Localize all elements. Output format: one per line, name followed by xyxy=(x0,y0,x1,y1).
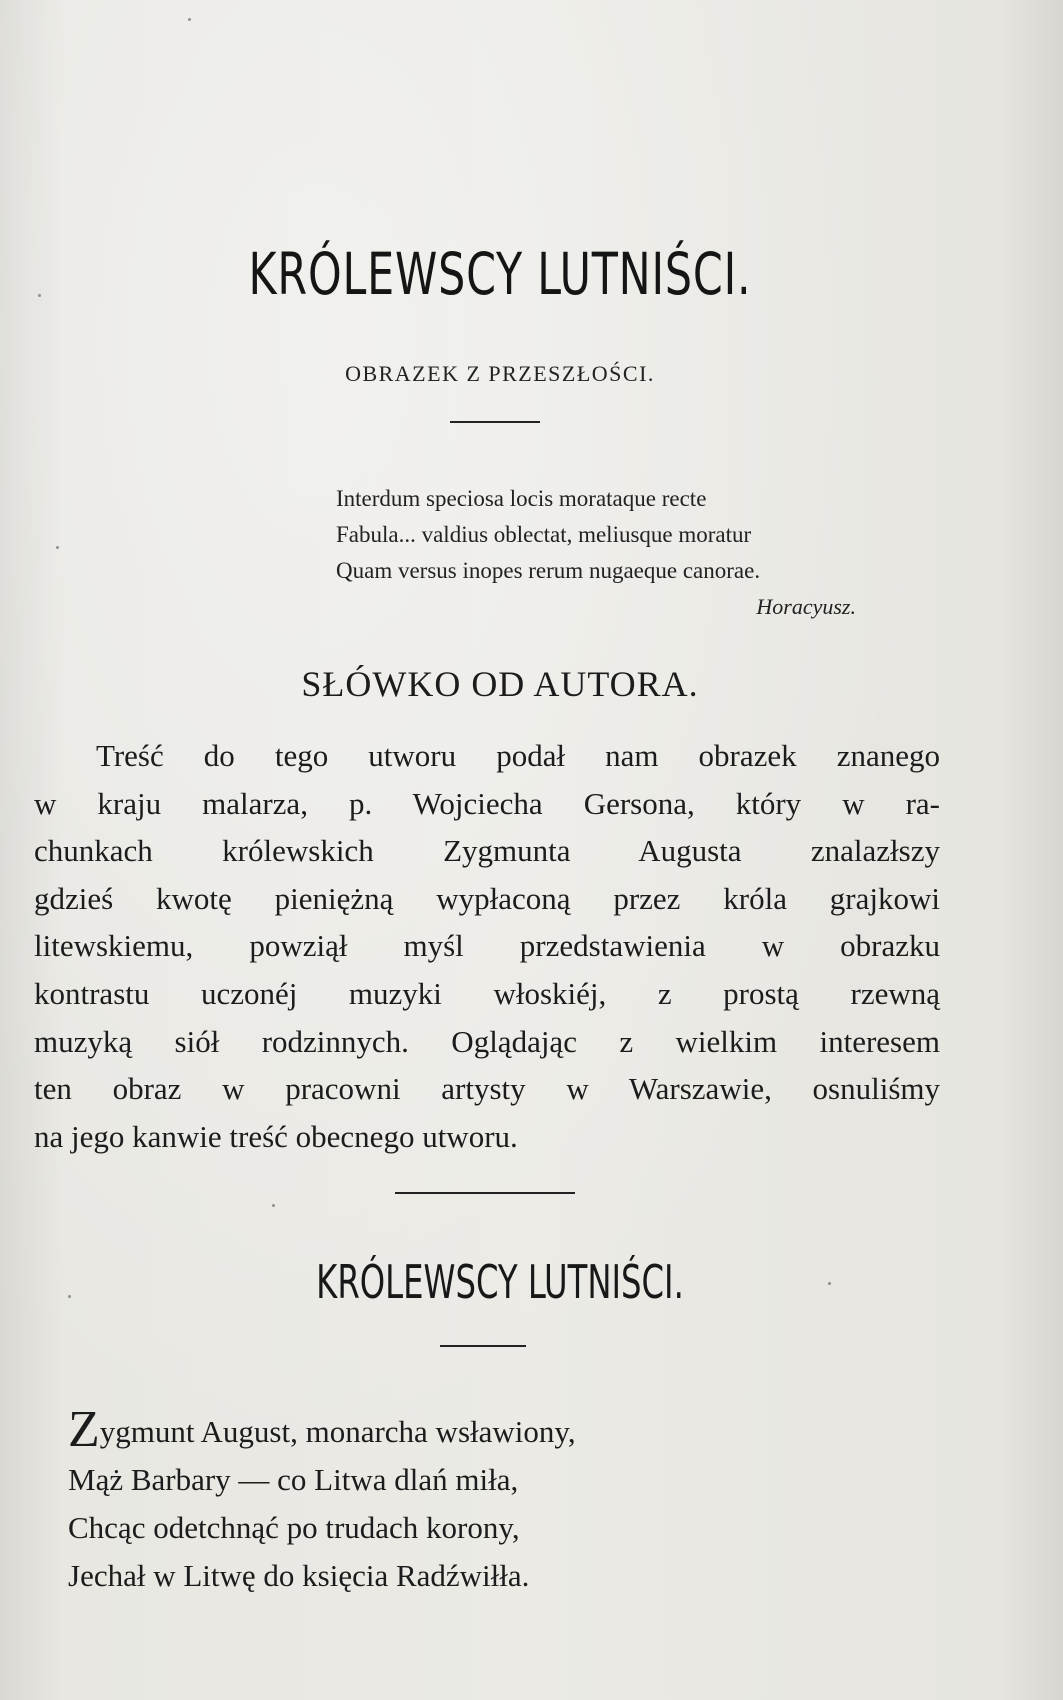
epigraph-author: Horacyusz. xyxy=(756,594,856,619)
paper-speck xyxy=(68,1295,71,1298)
drop-cap: Z xyxy=(68,1401,100,1458)
preface-line: Treść do tego utworu podał nam obrazek znanego xyxy=(96,738,940,773)
preface-line: na jego kanwie treść obecnego utworu. xyxy=(34,1118,518,1154)
poem-line xyxy=(68,1401,948,1458)
poem-title: KRÓLEWSCY LUTNIŚCI. xyxy=(316,1255,684,1309)
poem-line: Jechał w Litwę do księcia Radźwiłła. xyxy=(68,1558,530,1593)
preface-line: muzyką siół rodzinnych. Oglądając z wielkim interesem xyxy=(34,1023,940,1059)
preface-line: kontrastu uczonéj muzyki włoskiéj, z prostą rzewną xyxy=(34,975,940,1011)
divider-rule xyxy=(450,421,540,423)
divider-rule xyxy=(395,1192,575,1194)
paper-speck xyxy=(38,294,41,297)
preface-heading: SŁÓWKO OD AUTORA. xyxy=(301,664,699,704)
epigraph xyxy=(336,481,936,625)
preface-line: litewskiemu, powziął myśl przedstawienia w obrazku xyxy=(34,928,940,964)
paper-speck xyxy=(272,1204,275,1207)
poem-line-text: ygmunt August, monarcha wsławiony, xyxy=(99,1414,576,1449)
paper-speck xyxy=(828,1282,831,1285)
preface-line: gdzieś kwotę pieniężną wypłaconą przez króla grajkowi xyxy=(34,880,940,916)
epigraph-line: Quam versus inopes rerum nugaeque canorae. xyxy=(336,558,761,583)
preface-line: chunkach królewskich Zygmunta Augusta znalazłszy xyxy=(34,833,940,869)
divider-rule xyxy=(440,1345,526,1347)
poem-line: Mąż Barbary — co Litwa dlań miła, xyxy=(68,1462,519,1497)
poem-line: Chcąc odetchnąć po trudach korony, xyxy=(68,1510,520,1545)
page-title: KRÓLEWSCY LUTNIŚCI. xyxy=(248,240,752,308)
preface-line: w kraju malarza, p. Wojciecha Gersona, który w ra- xyxy=(34,785,940,821)
poem-stanza xyxy=(68,1401,948,1600)
epigraph-line: Interdum speciosa locis morataque recte xyxy=(336,486,707,511)
preface-text xyxy=(34,732,940,1160)
preface-line: ten obraz w pracowni artysty w Warszawie, osnuliśmy xyxy=(34,1071,940,1107)
page-subtitle: OBRAZEK Z PRZESZŁOŚCI. xyxy=(345,361,655,386)
paper-speck xyxy=(56,546,59,549)
paper-speck xyxy=(188,18,191,21)
epigraph-line: Fabula... valdius oblectat, meliusque moratur xyxy=(336,522,752,547)
